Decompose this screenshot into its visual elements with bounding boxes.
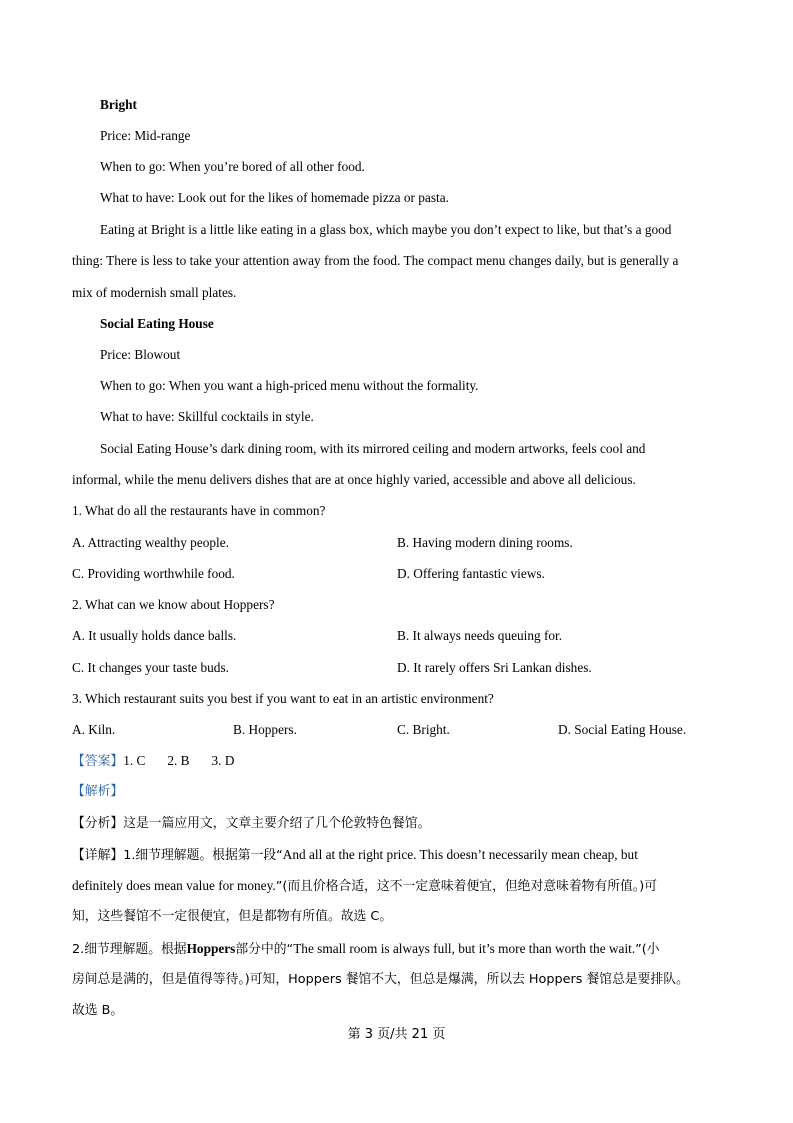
fenxi-line — [72, 815, 430, 833]
answer-2: 2. B — [167, 753, 190, 768]
detail-2-hoppers: Hoppers — [186, 941, 236, 956]
bright-desc-line2: thing: There is less to take your attention away from the food. The compact menu changes daily, but is generally a — [72, 253, 679, 268]
bright-when: When to go: When you’re bored of all other food. — [100, 159, 365, 174]
detail-2-intro-b: 部分中的“ — [235, 942, 294, 957]
detail-2-intro: 2.细节理解题。根据 — [72, 942, 187, 957]
answer-line — [72, 752, 234, 771]
social-title: Social Eating House — [100, 316, 214, 331]
q3-option-b: B. Hoppers. — [233, 722, 297, 737]
bright-what: What to have: Look out for the likes of homemade pizza or pasta. — [100, 190, 449, 205]
q2-option-a: A. It usually holds dance balls. — [72, 628, 237, 643]
q1-option-a: A. Attracting wealthy people. — [72, 535, 229, 550]
bright-desc-line3: mix of modernish small plates. — [72, 285, 237, 300]
detail-2-intro-c: ”(小 — [635, 942, 660, 957]
detail-1-translation: ”(而且价格合适，这不一定意味着便宜，但绝对意味着物有所值。)可 — [275, 879, 658, 894]
xiangjie-label: 【详解】 — [72, 848, 124, 863]
q2-option-c: C. It changes your taste buds. — [72, 660, 229, 675]
detail-2-line-1 — [72, 940, 660, 959]
detail-1-quote-a: And all at the right price. This doesn’t necessarily mean cheap, but — [282, 847, 638, 862]
social-what: What to have: Skillful cocktails in style. — [100, 409, 314, 424]
social-price: Price: Blowout — [100, 347, 181, 362]
q1-option-d: D. Offering fantastic views. — [397, 566, 545, 581]
social-when: When to go: When you want a high-priced menu without the formality. — [100, 378, 479, 393]
fenxi-text: 这是一篇应用文，文章主要介绍了几个伦敦特色餐馆。 — [123, 816, 431, 831]
detail-1-line-1 — [72, 846, 638, 865]
detail-2-line-3: 故选 B。 — [72, 1003, 124, 1018]
answer-3: 3. D — [211, 753, 235, 768]
analysis-label: 【解析】 — [72, 784, 124, 799]
answer-label: 【答案】 — [72, 754, 124, 769]
q3-option-c: C. Bright. — [397, 722, 450, 737]
q1-option-b: B. Having modern dining rooms. — [397, 535, 573, 550]
q1-option-c: C. Providing worthwhile food. — [72, 566, 235, 581]
detail-1-line-2 — [72, 877, 657, 896]
q2-option-d: D. It rarely offers Sri Lankan dishes. — [397, 660, 592, 675]
detail-1-quote-b: definitely does mean value for money. — [72, 878, 276, 893]
q2-option-b: B. It always needs queuing for. — [397, 628, 563, 643]
page-footer: 第 3 页/共 21 页 — [347, 1027, 446, 1042]
q3-option-d: D. Social Eating House. — [558, 722, 687, 737]
social-desc-line2: informal, while the menu delivers dishes that are at once highly varied, accessible and above all delicious. — [72, 472, 636, 487]
bright-title: Bright — [100, 97, 137, 112]
question-3: 3. Which restaurant suits you best if you want to eat in an artistic environment? — [72, 691, 494, 706]
fenxi-label: 【分析】 — [72, 816, 124, 831]
bright-price: Price: Mid-range — [100, 128, 191, 143]
detail-2-line-2: 房间总是满的，但是值得等待。)可知，Hoppers 餐馆不大，但总是爆满，所以去 Hoppers 餐馆总是要排队。 — [72, 972, 689, 987]
answer-1: 1. C — [123, 753, 146, 768]
detail-1-line-3: 知，这些餐馆不一定很便宜，但是都物有所值。故选 C。 — [72, 909, 393, 924]
detail-2-quote: The small room is always full, but it’s more than worth the wait. — [293, 941, 636, 956]
question-2: 2. What can we know about Hoppers? — [72, 597, 275, 612]
bright-desc-line1: Eating at Bright is a little like eating in a glass box, which maybe you don’t expect to like, but that’s a good — [100, 222, 672, 237]
question-1: 1. What do all the restaurants have in common? — [72, 503, 326, 518]
q3-option-a: A. Kiln. — [72, 722, 116, 737]
detail-1-intro: 1.细节理解题。根据第一段“ — [123, 848, 283, 863]
social-desc-line1: Social Eating House’s dark dining room, with its mirrored ceiling and modern artworks, feels cool and — [100, 441, 646, 456]
